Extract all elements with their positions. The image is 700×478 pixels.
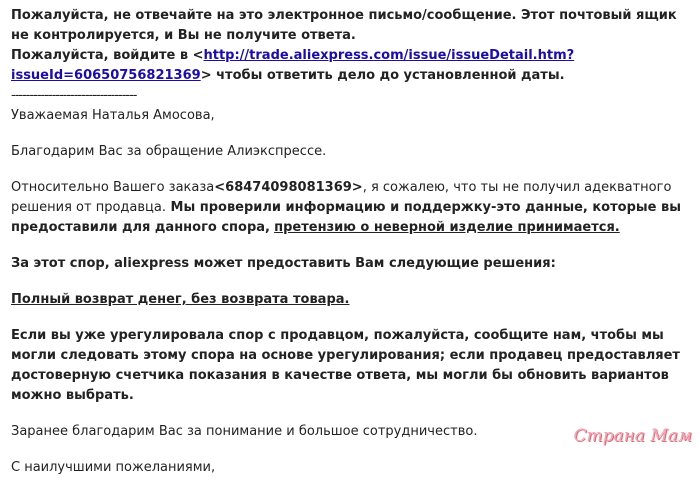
appreciation-line: Заранее благодарим Вас за понимание и большое сотрудничество. xyxy=(11,424,478,439)
order-prefix: Относительно Вашего заказа xyxy=(11,180,215,195)
notice-suffix: > чтобы ответить дело до установленной даты. xyxy=(200,68,565,83)
notice-prefix: Пожалуйста, войдите в < xyxy=(11,48,204,63)
order-number: <68474098081369> xyxy=(214,180,363,195)
closing-line: С наилучшими пожеланиями, xyxy=(11,460,216,475)
issue-link[interactable]: http://trade.aliexpress.com/issue/issueDetail.htm?issueId=60650756821369 xyxy=(11,48,575,83)
notice-line-1: Пожалуйста, не отвечайте на это электронное письмо/сообщение. Этот почтовый ящик не контролируется, и Вы не получите ответа. xyxy=(11,8,677,43)
order-paragraph xyxy=(11,178,695,238)
greeting: Уважаемая Наталья Амосова, xyxy=(11,108,215,123)
thanks-line: Благодарим Вас за обращение Алиэкспрессе. xyxy=(11,144,327,159)
watermark-logo: Страна Мам xyxy=(573,426,692,446)
separator: ---------------------------------- xyxy=(11,88,137,103)
solution-item: Полный возврат денег, без возврата товара. xyxy=(11,292,350,307)
solutions-intro: За этот спор, aliexpress может предоставить Вам следующие решения: xyxy=(11,256,556,271)
order-bold: Мы проверили информацию и поддержку-это данные, которые вы предоставили для данного спора, xyxy=(11,200,681,235)
settlement-paragraph: Если вы уже урегулировала спор с продавцом, пожалуйста, сообщите нам, чтобы мы могли следовать этому спора на основе урегулирования; если продавец предоставляет достоверную счетчика показания в качестве ответа, мы могли бы обновить вариантов можно выбрать. xyxy=(11,328,680,403)
notice-line-2 xyxy=(11,46,695,86)
order-middle: , я сожалею, что ты не получил адекватного решения от продавца. xyxy=(11,180,672,215)
claim-accepted: претензию о неверной изделие принимается. xyxy=(274,220,620,235)
email-body xyxy=(11,6,695,478)
